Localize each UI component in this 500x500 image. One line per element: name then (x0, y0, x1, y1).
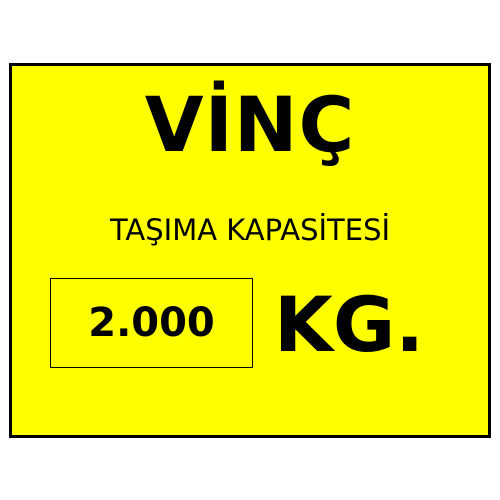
capacity-value-box (50, 278, 253, 368)
sign-title: VİNÇ (144, 80, 356, 169)
sign-subtitle: TAŞIMA KAPASİTESİ (109, 213, 391, 247)
capacity-unit: KG. (274, 280, 425, 369)
capacity-value: 2.000 (88, 300, 215, 346)
crane-capacity-sign (9, 63, 491, 438)
